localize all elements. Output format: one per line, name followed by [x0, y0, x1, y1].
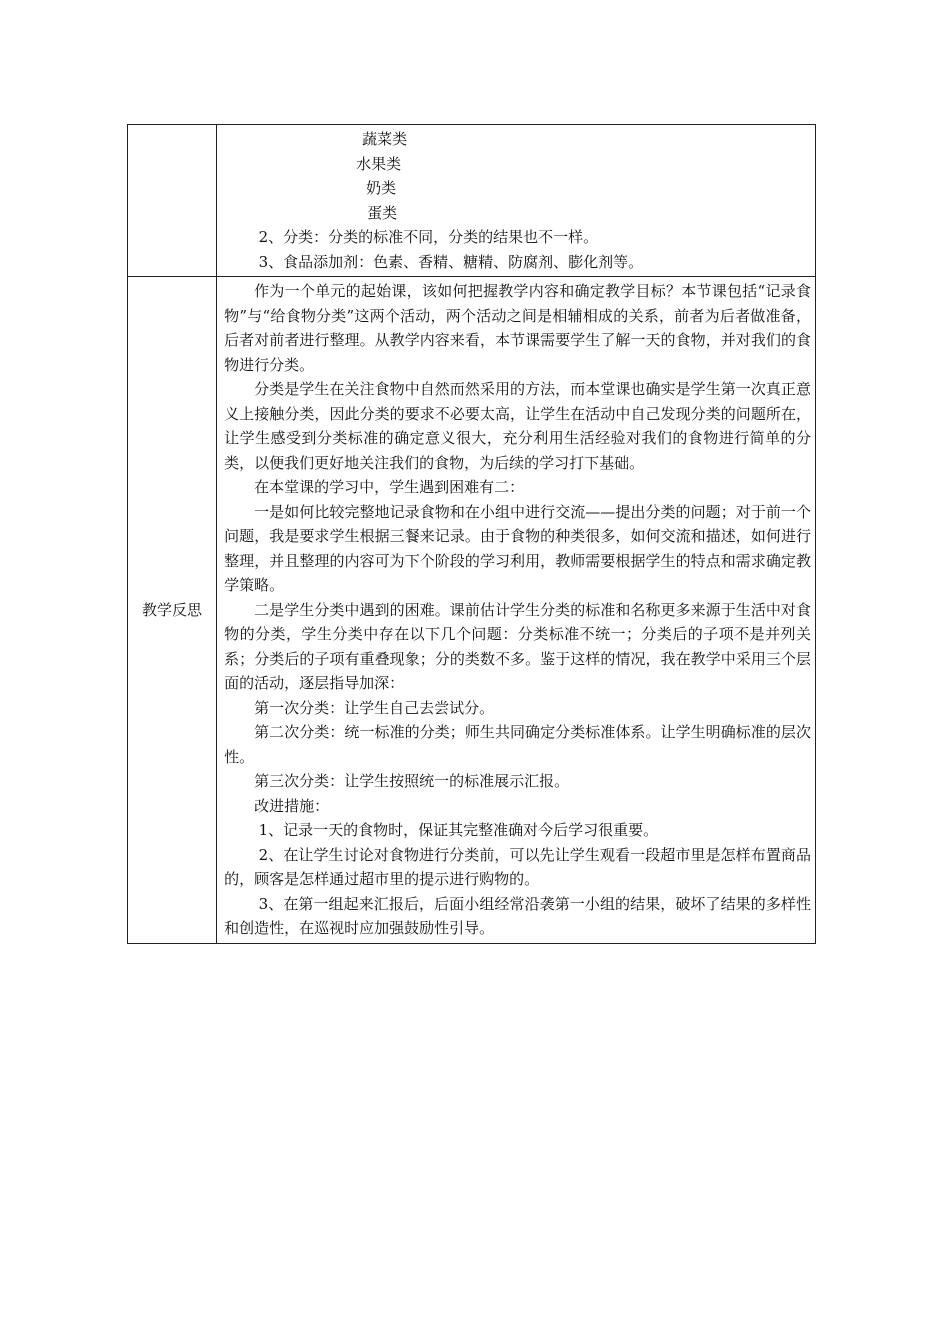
- row-label-empty: [128, 125, 217, 277]
- category-vegetables: 蔬菜类: [362, 130, 408, 148]
- point-classification: 2、分类：分类的标准不同，分类的结果也不一样。: [258, 228, 599, 246]
- reflection-paragraph: 一是如何比较完整地记录食物和在小组中进行交流——提出分类的问题；对于前一个问题，我是要求学生根据三餐来记录。由于食物的种类很多，如何交流和描述，如何进行整理，并且整理的内容可为下个阶段的学习利用，教师需要根据学生的特点和需求确定教学策略。: [224, 502, 811, 594]
- lesson-plan-table: [127, 124, 816, 944]
- reflection-paragraph: 二是学生分类中遇到的困难。课前估计学生分类的标准和名称更多来源于生活中对食物的分类，学生分类中存在以下几个问题：分类标准不统一；分类后的子项不是并列关系；分类后的子项有重叠现象；分的类数不多。鉴于这样的情况，我在教学中采用三个层面的活动，逐层指导加深：: [224, 600, 811, 692]
- table-row-teaching-reflection: [128, 277, 816, 944]
- table-row-food-categories: [128, 125, 816, 277]
- category-dairy: 奶类: [366, 179, 397, 197]
- reflection-paragraph: 作为一个单元的起始课，该如何把握教学内容和确定教学目标？本节课包括“记录食物”与“给食物分类”这两个活动，两个活动之间是相辅相成的关系，前者为后者做准备，后者对前者进行整理。从教学内容来看，本节课需要学生了解一天的食物，并对我们的食物进行分类。: [224, 282, 811, 374]
- teaching-reflection-cell: [217, 277, 816, 944]
- reflection-paragraph: 第三次分类：让学生按照统一的标准展示汇报。: [254, 772, 570, 790]
- category-fruits: 水果类: [356, 154, 402, 173]
- reflection-paragraph: 第二次分类：统一标准的分类；师生共同确定分类标准体系。让学生明确标准的层次性。: [224, 723, 811, 766]
- improvement-item: 1、记录一天的食物时，保证其完整准确对今后学习很重要。: [258, 821, 659, 839]
- category-eggs: 蛋类: [367, 203, 398, 222]
- food-categories-cell: [217, 125, 816, 277]
- row-label-teaching-reflection: 教学反思: [128, 277, 217, 944]
- reflection-paragraph: 第一次分类：让学生自己去尝试分。: [254, 698, 495, 717]
- point-food-additives: 3、食品添加剂：色素、香精、糖精、防腐剂、膨化剂等。: [258, 252, 644, 271]
- improvement-item: 2、在让学生讨论对食物进行分类前，可以先让学生观看一段超市里是怎样布置商品的，顾客是怎样通过超市里的提示进行购物的。: [224, 845, 811, 888]
- reflection-paragraph: 分类是学生在关注食物中自然而然采用的方法，而本堂课也确实是学生第一次真正意义上接触分类，因此分类的要求不必要太高，让学生在活动中自己发现分类的问题所在，让学生感受到分类标准的确定意义很大，充分利用生活经验对我们的食物进行简单的分类，以便我们更好地关注我们的食物，为后续的学习打下基础。: [224, 380, 811, 472]
- reflection-paragraph: 在本堂课的学习中，学生遇到困难有二：: [254, 478, 525, 496]
- improvement-item: 3、在第一组起来汇报后，后面小组经常沿袭第一小组的结果，破坏了结果的多样性和创造性，在巡视时应加强鼓励性引导。: [224, 894, 811, 937]
- reflection-paragraph: 改进措施：: [254, 796, 330, 815]
